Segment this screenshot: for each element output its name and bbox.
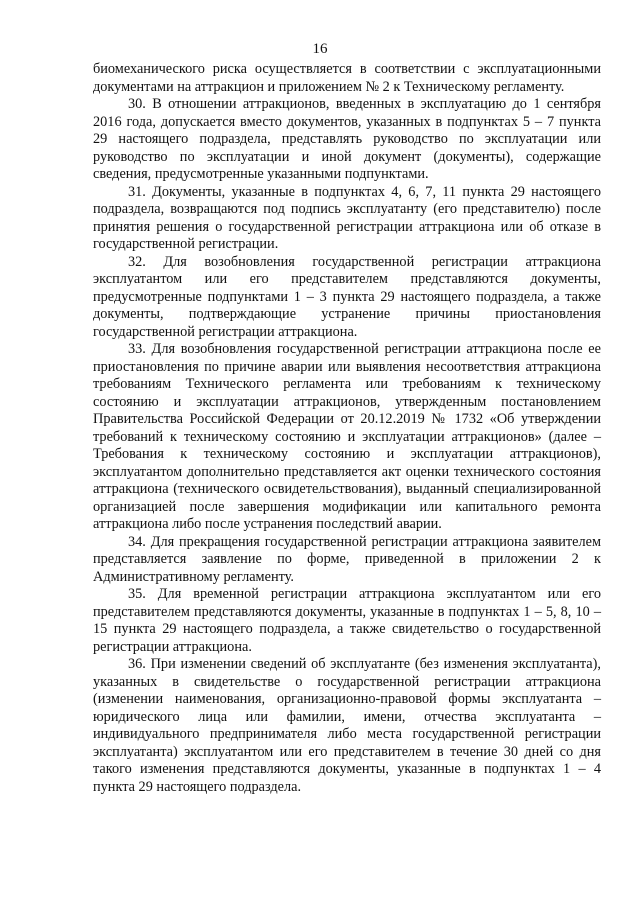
paragraph-35: 35. Для временной регистрации аттракциона эксплуатантом или его представителем представляются документы, указанные в подпунктах 1 – 5, 8, 10 – 15 пункта 29 настоящего подраздела, а также свидетельство о государственной регистрации аттракциона.: [93, 586, 601, 655]
document-body: [93, 61, 601, 796]
page-number: 16: [312, 41, 328, 57]
paragraph-31: 31. Документы, указанные в подпунктах 4, 6, 7, 11 пункта 29 настоящего подраздела, возвращаются под подпись эксплуатанту (его представителю) после принятия решения о государственной регистрации аттракциона или об отказе в государственной регистрации.: [93, 183, 601, 252]
paragraph-32: 32. Для возобновления государственной регистрации аттракциона эксплуатантом или его представителем представляются документы, предусмотренные подпунктами 1 – 3 пункта 29 настоящего подраздела, а также документы, подтверждающие устранение причины приостановления государственной регистрации аттракциона.: [93, 253, 601, 340]
paragraph-33: 33. Для возобновления государственной регистрации аттракциона после ее приостановления по причине аварии или выявления несоответствия аттракциона требованиям Технического регламента или требованиям к техническому состоянию и эксплуатации аттракционов, утвержденным постановлением Правительства Российской Федерации от 20.12.2019 № 1732 «Об утверждении требований к техническому состоянию и эксплуатации аттракционов» (далее – Требования к техническому состоянию и эксплуатации аттракционов), эксплуатантом дополнительно представляется акт оценки технического состояния аттракциона (технического освидетельствования), выданный специализированной организацией после завершения модификации или капитального ремонта аттракциона либо после устранения последствий аварии.: [93, 341, 601, 532]
paragraph-continuation: биомеханического риска осуществляется в соответствии с эксплуатационными документами на аттракцион и приложением № 2 к Техническому регламенту.: [93, 61, 601, 95]
paragraph-34: 34. Для прекращения государственной регистрации аттракциона заявителем представляется заявление по форме, приведенной в приложении 2 к Административному регламенту.: [93, 533, 601, 585]
paragraph-30: 30. В отношении аттракционов, введенных в эксплуатацию до 1 сентября 2016 года, допускается вместо документов, указанных в подпунктах 5 – 7 пункта 29 настоящего подраздела, представлять руководство по эксплуатации или руководство по эксплуатации и иной документ (документы), содержащие сведения, предусмотренные указанными подпунктами.: [93, 96, 601, 182]
paragraph-36: 36. При изменении сведений об эксплуатанте (без изменения эксплуатанта), указанных в свидетельстве о государственной регистрации аттракциона (изменении наименования, организационно-правовой формы эксплуатанта – юридического лица или фамилии, имени, отчества эксплуатанта – индивидуального предпринимателя либо места государственной регистрации эксплуатанта) эксплуатантом или его представителем в течение 30 дней со дня такого изменения представляются документы, указанные в подпунктах 1 – 4 пункта 29 настоящего подраздела.: [93, 656, 601, 795]
